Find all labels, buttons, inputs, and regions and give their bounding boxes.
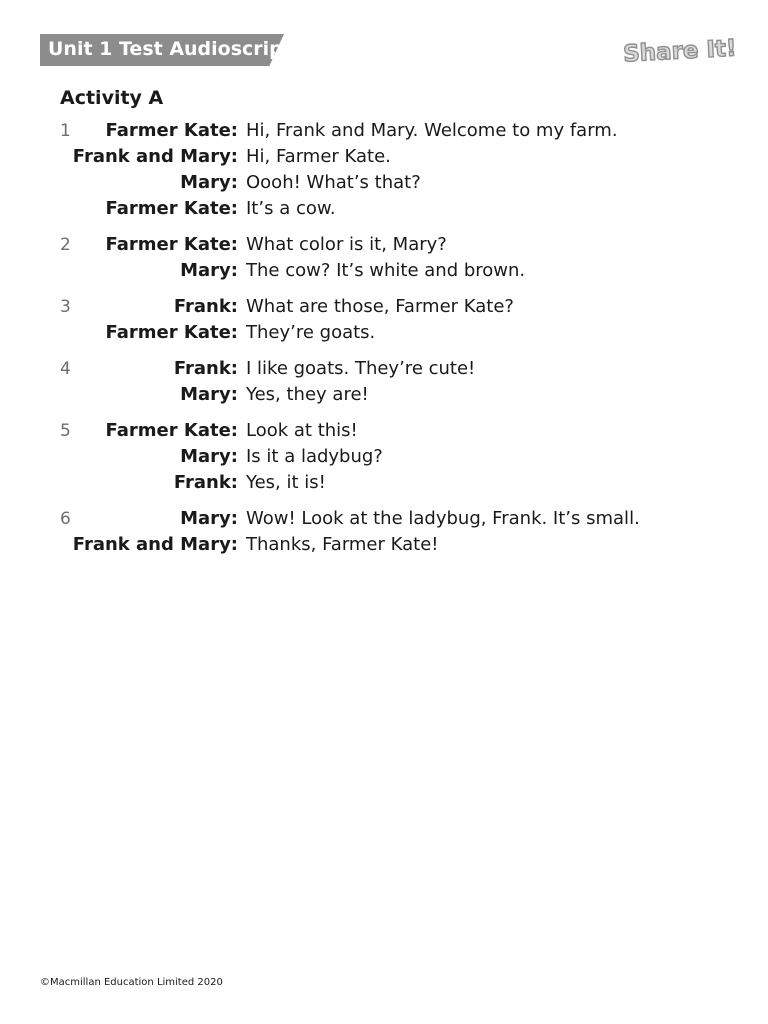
- speech-text: Wow! Look at the ladybug, Frank. It’s small.: [246, 508, 640, 529]
- item-number: 1: [60, 121, 71, 141]
- logo-text: Share It!: [622, 35, 738, 68]
- speaker-label: Farmer Kate:: [105, 420, 238, 441]
- dialogue-line: [0, 382, 768, 408]
- speaker-label: Frank:: [173, 296, 238, 317]
- item-number: 3: [60, 297, 71, 317]
- speech-text: Is it a ladybug?: [246, 446, 383, 467]
- speech-text: Hi, Frank and Mary. Welcome to my farm.: [246, 120, 618, 141]
- copyright-notice: ©Macmillan Education Limited 2020: [40, 977, 223, 988]
- speech-text: They’re goats.: [246, 322, 376, 343]
- speaker-label: Mary:: [180, 446, 238, 467]
- speech-text: It’s a cow.: [246, 198, 336, 219]
- speech-text: What are those, Farmer Kate?: [246, 296, 514, 317]
- speaker-label: Mary:: [180, 260, 238, 281]
- speech-text: The cow? It’s white and brown.: [246, 260, 526, 281]
- dialogue-line: [0, 320, 768, 346]
- dialogue-line: [0, 470, 768, 496]
- dialogue-line: [0, 506, 768, 532]
- item-number: 4: [60, 359, 71, 379]
- dialogue-item: [0, 232, 768, 284]
- dialogue-line: [0, 232, 768, 258]
- speaker-label: Frank:: [173, 358, 238, 379]
- speech-text: Hi, Farmer Kate.: [246, 146, 391, 167]
- speech-text: Oooh! What’s that?: [246, 172, 421, 193]
- item-number: 6: [60, 509, 71, 529]
- page-title: Unit 1 Test Audioscript: [48, 38, 292, 60]
- activity-heading: Activity A: [60, 87, 164, 109]
- dialogue-item: [0, 506, 768, 558]
- dialogue-line: [0, 196, 768, 222]
- dialogue-line: [0, 118, 768, 144]
- dialogue-item: [0, 118, 768, 222]
- dialogue-item: [0, 356, 768, 408]
- dialogue-line: [0, 170, 768, 196]
- speaker-label: Mary:: [180, 172, 238, 193]
- item-number: 5: [60, 421, 71, 441]
- dialogue-line: [0, 356, 768, 382]
- speaker-label: Frank and Mary:: [72, 146, 238, 167]
- speaker-label: Farmer Kate:: [105, 120, 238, 141]
- audioscript: [0, 118, 768, 568]
- dialogue-line: [0, 294, 768, 320]
- dialogue-line: [0, 144, 768, 170]
- speech-text: Thanks, Farmer Kate!: [246, 534, 439, 555]
- dialogue-item: [0, 294, 768, 346]
- speaker-label: Frank and Mary:: [72, 534, 238, 555]
- dialogue-line: [0, 532, 768, 558]
- speaker-label: Mary:: [180, 508, 238, 529]
- speech-text: Yes, they are!: [246, 384, 369, 405]
- dialogue-line: [0, 444, 768, 470]
- share-it-logo: [620, 32, 738, 68]
- dialogue-line: [0, 258, 768, 284]
- speaker-label: Frank:: [173, 472, 238, 493]
- speech-text: I like goats. They’re cute!: [246, 358, 476, 379]
- dialogue-item: [0, 418, 768, 496]
- speaker-label: Farmer Kate:: [105, 322, 238, 343]
- speaker-label: Farmer Kate:: [105, 234, 238, 255]
- speaker-label: Mary:: [180, 384, 238, 405]
- speaker-label: Farmer Kate:: [105, 198, 238, 219]
- dialogue-line: [0, 418, 768, 444]
- item-number: 2: [60, 235, 71, 255]
- speech-text: Look at this!: [246, 420, 358, 441]
- speech-text: What color is it, Mary?: [246, 234, 447, 255]
- speech-text: Yes, it is!: [246, 472, 326, 493]
